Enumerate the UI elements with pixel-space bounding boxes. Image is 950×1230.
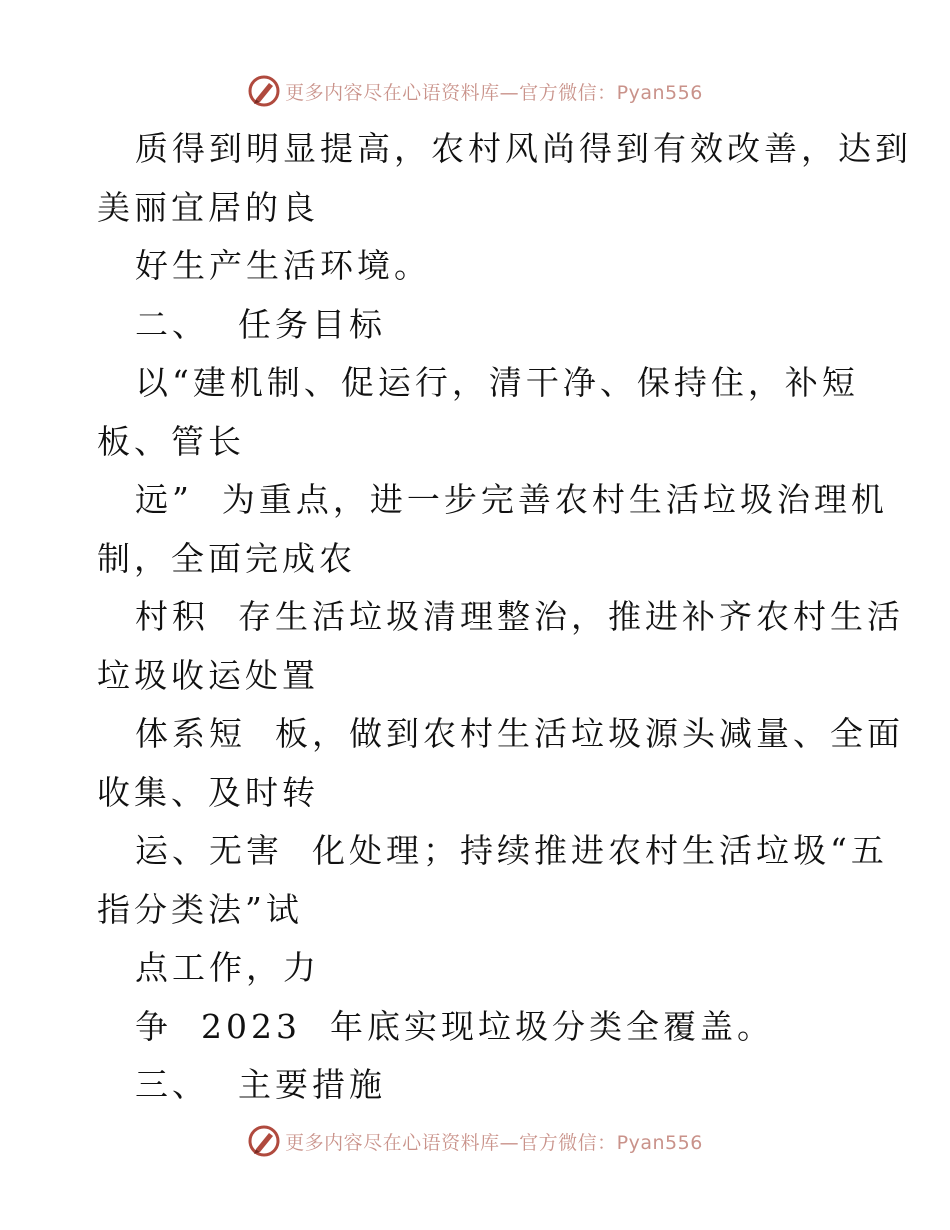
footer-watermark [0,1121,950,1161]
pen-seal-icon [247,74,281,108]
text-line: 好生产生活环境。 [135,246,431,285]
header-watermark [0,71,950,111]
watermark-text: 更多内容尽在心语资料库—官方微信：Pyan556 [285,81,703,104]
text-line: 村积 存生活垃圾清理整治，推进补齐农村生活 [135,597,904,636]
text-line: 垃圾收运处置 [97,655,319,695]
text-line: 三、 主要措施 [135,1065,386,1104]
text-line: 运、无害 化处理；持续推进农村生活垃圾“五 [135,831,888,870]
text-line: 争 2023 年底实现垃圾分类全覆盖。 [135,1006,774,1046]
text-line: 二、 任务目标 [135,304,386,344]
text-line: 点工作，力 [135,948,320,987]
text-line: 以“建机制、促运行，清干净、保持住，补短 [135,363,859,402]
text-line: 收集、及时转 [97,772,319,812]
text-line: 远” 为重点，进一步完善农村生活垃圾治理机 [135,480,888,519]
text-line: 板、管长 [97,421,245,461]
pen-seal-icon [247,1124,281,1158]
text-line: 美丽宜居的良 [97,187,319,227]
text-line: 指分类法”试 [97,889,303,929]
document-body [97,120,912,1115]
text-line: 制，全面完成农 [97,538,356,578]
text-line: 质得到明显提高，农村风尚得到有效改善，达到 [135,129,912,168]
watermark-text: 更多内容尽在心语资料库—官方微信：Pyan556 [285,1131,703,1154]
text-line: 体系短 板，做到农村生活垃圾源头减量、全面 [135,714,904,753]
